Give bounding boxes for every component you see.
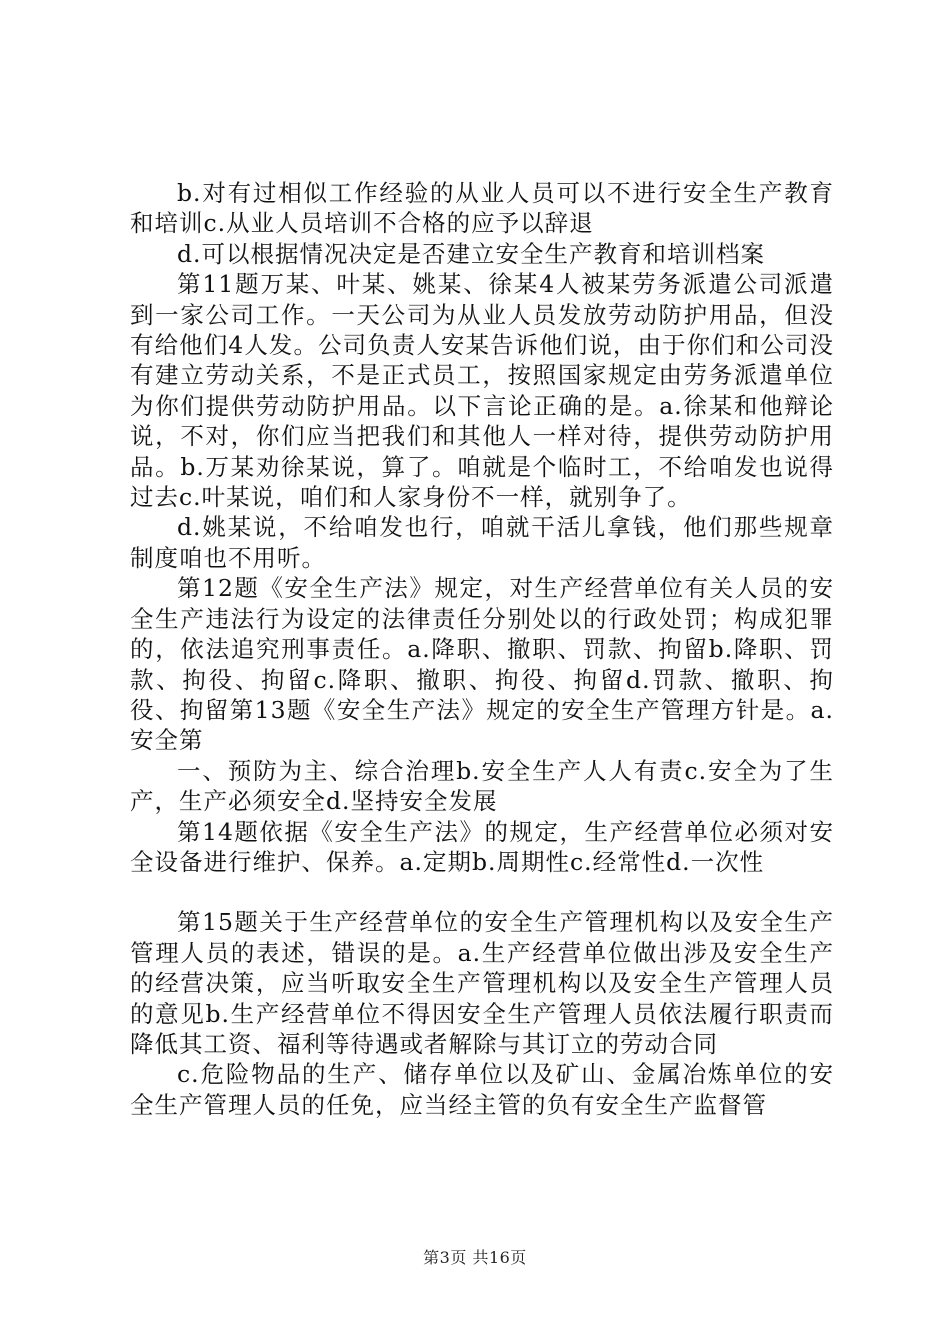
paragraph-question-14: 第14题依据《安全生产法》的规定，生产经营单位必须对安全设备进行维护、保养。a.定期b.周期性c.经常性d.一次性 [130,817,834,876]
paragraph-gap [130,877,834,907]
paragraph-question-11-option-d: d.姚某说，不给咱发也行，咱就干活儿拿钱，他们那些规章制度咱也不用听。 [130,513,834,572]
paragraph-question-15-option-c: c.危险物品的生产、储存单位以及矿山、金属冶炼单位的安全生产管理人员的任免，应当经主管的负有安全生产监督管 [130,1060,834,1119]
paragraph-question-12-13: 第12题《安全生产法》规定，对生产经营单位有关人员的安全生产违法行为设定的法律责任分别处以的行政处罚；构成犯罪的，依法追究刑事责任。a.降职、撤职、罚款、拘留b.降职、罚款、拘役、拘留c.降职、撤职、拘役、拘留d.罚款、撤职、拘役、拘留第13题《安全生产法》规定的安全生产管理方针是。a.安全第 [130,574,834,755]
paragraph-question-13-options: 一、预防为主、综合治理b.安全生产人人有责c.安全为了生产，生产必须安全d.坚持安全发展 [130,756,834,816]
document-body [130,178,834,1120]
page-number-footer: 第3页 共16页 [423,1248,527,1267]
paragraph-option-b-c: b.对有过相似工作经验的从业人员可以不进行安全生产教育和培训c.从业人员培训不合格的应予以辞退 [130,179,834,238]
paragraph-option-d: d.可以根据情况决定是否建立安全生产教育和培训档案 [177,239,766,268]
paragraph-question-15: 第15题关于生产经营单位的安全生产管理机构以及安全生产管理人员的表述，错误的是。a.生产经营单位做出涉及安全生产的经营决策，应当听取安全生产管理机构以及安全生产管理人员的意见b.生产经营单位不得因安全生产管理人员依法履行职责而降低其工资、福利等待遇或者解除与其订立的劳动合同 [130,908,834,1058]
paragraph-question-11: 第11题万某、叶某、姚某、徐某4人被某劳务派遣公司派遣到一家公司工作。一天公司为从业人员发放劳动防护用品，但没有给他们4人发。公司负责人安某告诉他们说，由于你们和公司没有建立劳动关系，不是正式员工，按照国家规定由劳务派遣单位为你们提供劳动防护用品。以下言论正确的是。a.徐某和他辩论说，不对，你们应当把我们和其他人一样对待，提供劳动防护用品。b.万某劝徐某说，算了。咱就是个临时工，不给咱发也说得过去c.叶某说，咱们和人家身份不一样，就别争了。 [130,270,834,512]
